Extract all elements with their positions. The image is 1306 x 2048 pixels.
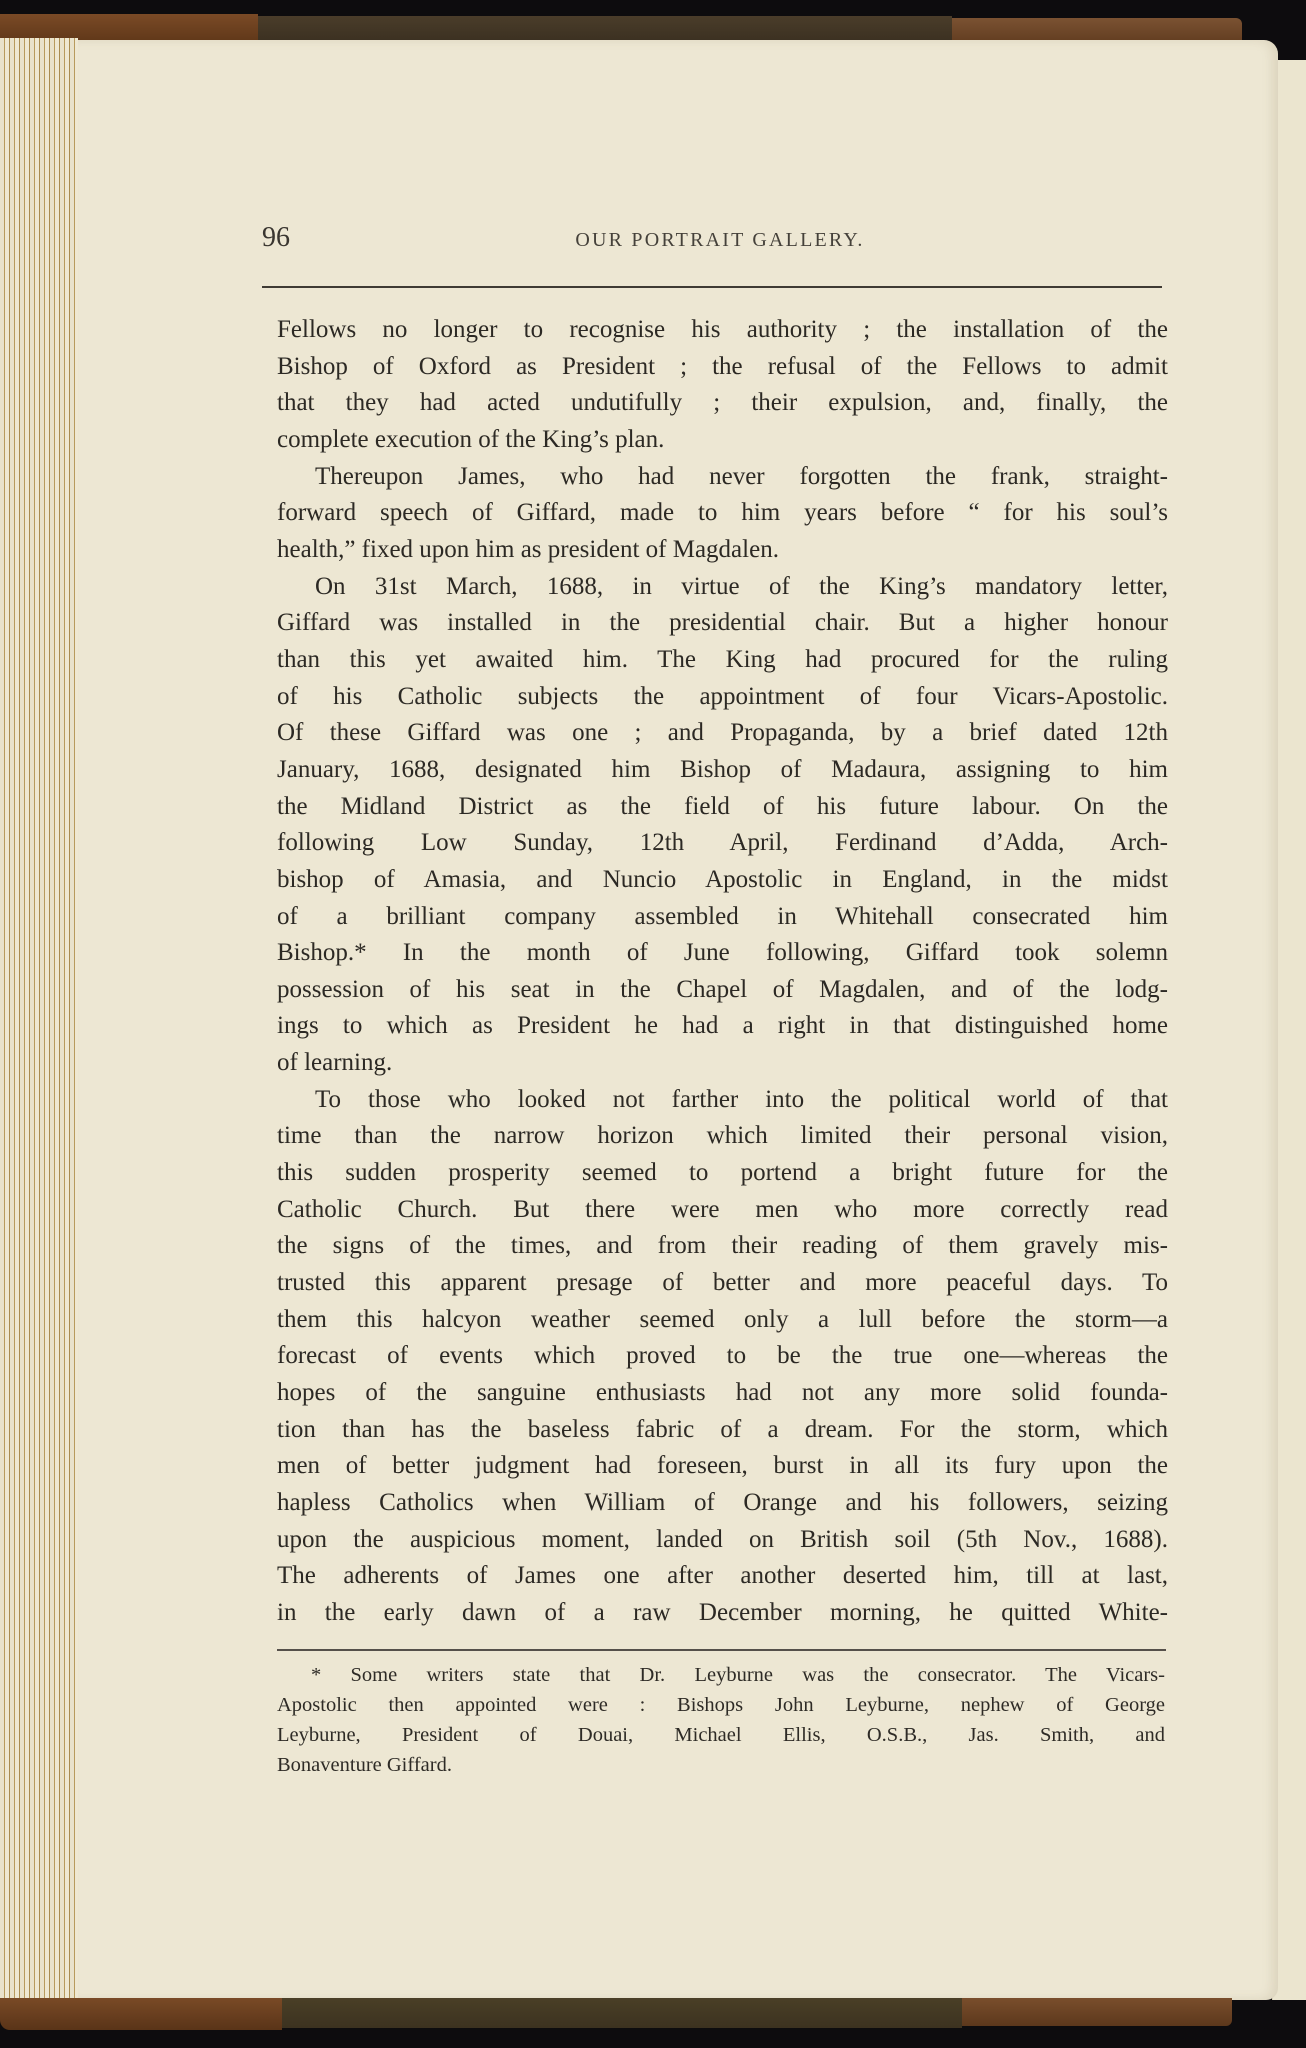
footnote-line: * Some writers state that Dr. Leyburne was the consecrator. The Vicars- (311, 1664, 1165, 1686)
footnote (277, 1660, 1165, 1780)
running-head: OUR PORTRAIT GALLERY. (575, 229, 865, 251)
text-line: January, 1688, designated him Bishop of Madaura, assigning to him (277, 755, 1168, 783)
text-line: Bishop.* In the month of June following, Giffard took solemn (277, 939, 1168, 967)
binding-bottom-leather-right (962, 1998, 1232, 2026)
text-line: the Midland District as the field of his future labour. On the (277, 792, 1168, 820)
text-line: Fellows no longer to recognise his authority ; the installation of the (277, 316, 1168, 343)
text-line: bishop of Amasia, and Nuncio Apostolic in England, in the midst (277, 865, 1168, 893)
binding-bottom-cloth (282, 1998, 962, 2028)
text-line: the signs of the times, and from their reading of them gravely mis- (277, 1232, 1168, 1260)
text-line: of learning. (277, 1049, 393, 1077)
footnote-line: Bonaventure Giffard. (277, 1754, 452, 1776)
text-line: of his Catholic subjects the appointment of four Vicars-Apostolic. (277, 682, 1168, 710)
page-number: 96 (262, 222, 290, 253)
binding-bottom-leather-left (0, 1998, 282, 2030)
text-line: Thereupon James, who had never forgotten the frank, straight- (315, 462, 1168, 490)
text-line: trusted this apparent presage of better and more peaceful days. To (277, 1269, 1168, 1297)
text-line: forecast of events which proved to be the true one—whereas the (277, 1342, 1168, 1370)
footnote-rule (277, 1649, 1166, 1651)
text-line: forward speech of Giffard, made to him years before “ for his soul’s (277, 499, 1168, 527)
text-line: men of better judgment had foreseen, burst in all its fury upon the (277, 1452, 1168, 1480)
text-line: tion than has the baseless fabric of a dream. For the storm, which (277, 1415, 1168, 1443)
text-line: time than the narrow horizon which limited their personal vision, (277, 1122, 1168, 1150)
text-line: health,” fixed upon him as president of Magdalen. (277, 535, 779, 563)
text-line: The adherents of James one after another deserted him, till at last, (277, 1562, 1168, 1590)
text-line: Catholic Church. But there were men who more correctly read (277, 1195, 1168, 1223)
text-line: possession of his seat in the Chapel of Magdalen, and of the lodg- (277, 975, 1168, 1003)
text-line: following Low Sunday, 12th April, Ferdinand d’Adda, Arch- (277, 829, 1168, 857)
text-line: complete execution of the King’s plan. (277, 425, 665, 453)
header-rule (262, 286, 1162, 288)
text-line: To those who looked not farther into the political world of that (315, 1085, 1168, 1113)
footnote-line: Apostolic then appointed were : Bishops John Leyburne, nephew of George (277, 1694, 1165, 1716)
text-line: than this yet awaited him. The King had procured for the ruling (277, 645, 1168, 673)
text-line: that they had acted undutifully ; their expulsion, and, finally, the (277, 389, 1168, 417)
text-line: hopes of the sanguine enthusiasts had not any more solid founda- (277, 1379, 1168, 1407)
text-line: Of these Giffard was one ; and Propaganda, by a brief dated 12th (277, 719, 1168, 747)
text-line: this sudden prosperity seemed to portend a bright future for the (277, 1159, 1168, 1187)
body-text (277, 312, 1168, 1632)
text-line: Giffard was installed in the presidential chair. But a higher honour (277, 609, 1168, 637)
page-edge-stack (0, 38, 78, 2000)
text-line: them this halcyon weather seemed only a lull before the storm—a (277, 1305, 1168, 1333)
text-line: ings to which as President he had a right in that distinguished home (277, 1012, 1168, 1040)
text-line: Bishop of Oxford as President ; the refusal of the Fellows to admit (277, 352, 1168, 380)
footnote-line: Leyburne, President of Douai, Michael Ellis, O.S.B., Jas. Smith, and (277, 1724, 1165, 1746)
text-line: in the early dawn of a raw December morning, he quitted White- (277, 1598, 1168, 1626)
text-line: of a brilliant company assembled in Whitehall consecrated him (277, 902, 1168, 930)
text-line: upon the auspicious moment, landed on British soil (5th Nov., 1688). (277, 1525, 1168, 1553)
text-line: hapless Catholics when William of Orange and his followers, seizing (277, 1489, 1168, 1516)
text-line: On 31st March, 1688, in virtue of the King’s mandatory letter, (315, 572, 1168, 600)
